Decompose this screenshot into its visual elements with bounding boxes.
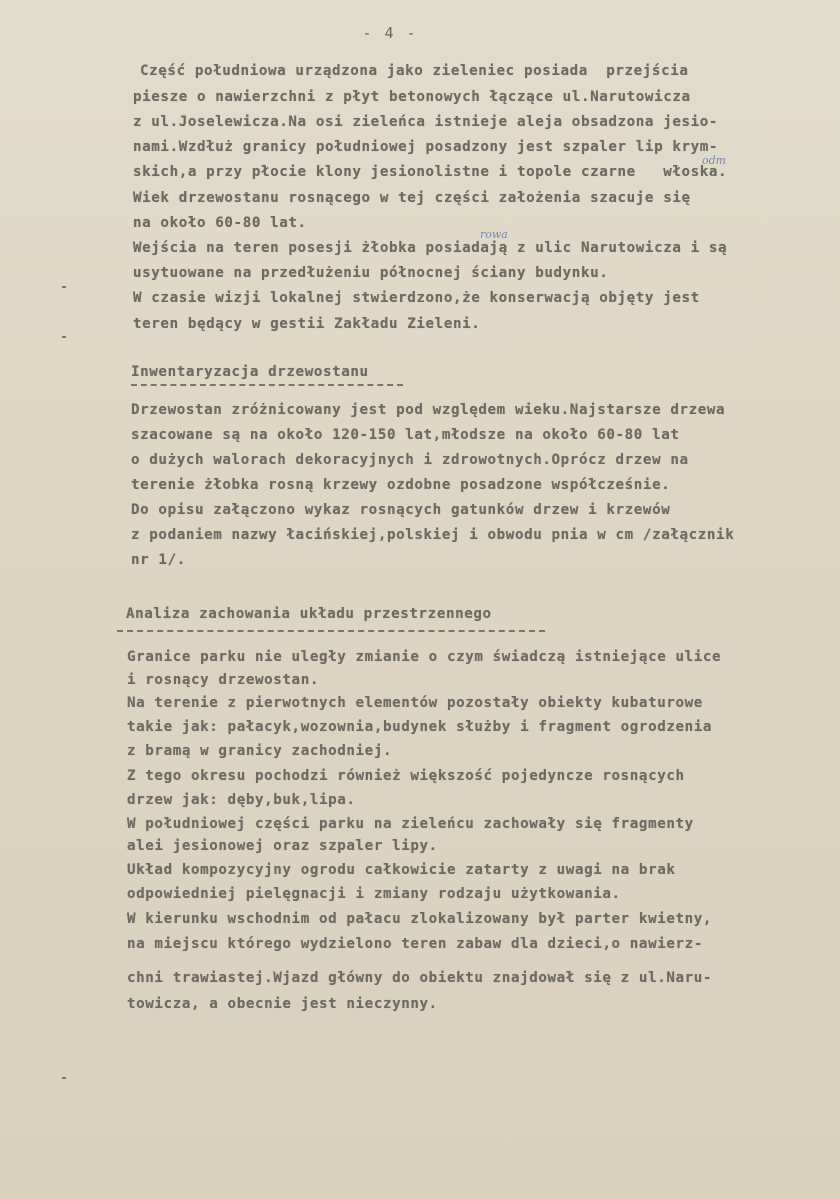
text-line: piesze o nawierzchni z płyt betonowych łączące ul.Narutowicza (133, 89, 691, 105)
text-line: nr 1/. (131, 552, 186, 568)
text-line: usytuowane na przedłużeniu północnej ściany budynku. (133, 265, 609, 281)
text-line: odpowiedniej pielęgnacji i zmiany rodzaju użytkowania. (127, 886, 621, 902)
text-line: Granice parku nie uległy zmianie o czym świadczą istniejące ulice (127, 649, 722, 665)
heading-underline (117, 630, 545, 632)
text-line: alei jesionowej oraz szpaler lipy. (127, 838, 438, 854)
text-line: towicza, a obecnie jest nieczynny. (127, 996, 438, 1012)
margin-mark (62, 336, 66, 338)
section-heading: Inwentaryzacja drzewostanu (131, 364, 369, 380)
page-number: - 4 - (362, 24, 418, 42)
text-line: drzew jak: dęby,buk,lipa. (127, 792, 356, 808)
text-line: na około 60-80 lat. (133, 215, 307, 231)
text-line: Wejścia na teren posesji żłobka posiadają z ulic Narutowicza i są (133, 240, 728, 256)
text-line: takie jak: pałacyk,wozownia,budynek służby i fragment ogrodzenia (127, 719, 713, 735)
text-line: chni trawiastej.Wjazd główny do obiektu znajdował się z ul.Naru- (127, 970, 713, 986)
text-line: o dużych walorach dekoracyjnych i zdrowotnych.Oprócz drzew na (131, 452, 689, 468)
text-line: Z tego okresu pochodzi również większość pojedyncze rosnących (127, 768, 685, 784)
section-heading: Analiza zachowania układu przestrzennego (126, 606, 492, 622)
margin-mark (62, 1077, 66, 1079)
text-line: Wiek drzewostanu rosnącego w tej części założenia szacuje się (133, 190, 691, 206)
text-line: W czasie wizji lokalnej stwierdzono,że konserwacją objęty jest (133, 290, 700, 306)
handwritten-annotation: rowa (480, 228, 508, 241)
text-line: Na terenie z pierwotnych elementów pozostały obiekty kubaturowe (127, 695, 703, 711)
text-line: terenie żłobka rosną krzewy ozdobne posadzone współcześnie. (131, 477, 671, 493)
text-line: na miejscu którego wydzielono teren zabaw dla dzieci,o nawierz- (127, 936, 703, 952)
text-line: Drzewostan zróżnicowany jest pod względem wieku.Najstarsze drzewa (131, 402, 726, 418)
text-line: z bramą w granicy zachodniej. (127, 743, 393, 759)
text-line: Układ kompozycyjny ogrodu całkowicie zatarty z uwagi na brak (127, 862, 676, 878)
text-line: teren będący w gestii Zakładu Zieleni. (133, 316, 481, 332)
text-line: skich,a przy płocie klony jesionolistne i topole czarne włoska. (133, 164, 728, 180)
text-line: nami.Wzdłuż granicy południowej posadzony jest szpaler lip krym- (133, 139, 719, 155)
text-line: z ul.Joselewicza.Na osi zieleńca istnieje aleja obsadzona jesio- (133, 114, 719, 130)
text-line: szacowane są na około 120-150 lat,młodsze na około 60-80 lat (131, 427, 680, 443)
handwritten-annotation: odm (702, 154, 727, 167)
text-line: W kierunku wschodnim od pałacu zlokalizowany był parter kwietny, (127, 911, 713, 927)
text-line: Część południowa urządzona jako zieleniec posiada przejścia (140, 63, 689, 79)
heading-underline (131, 384, 403, 386)
text-line: Do opisu załączono wykaz rosnących gatunków drzew i krzewów (131, 502, 671, 518)
text-line: W południowej części parku na zieleńcu zachowały się fragmenty (127, 816, 694, 832)
text-line: i rosnący drzewostan. (127, 672, 319, 688)
text-line: z podaniem nazwy łacińskiej,polskiej i obwodu pnia w cm /załącznik (131, 527, 735, 543)
margin-mark (62, 286, 66, 288)
